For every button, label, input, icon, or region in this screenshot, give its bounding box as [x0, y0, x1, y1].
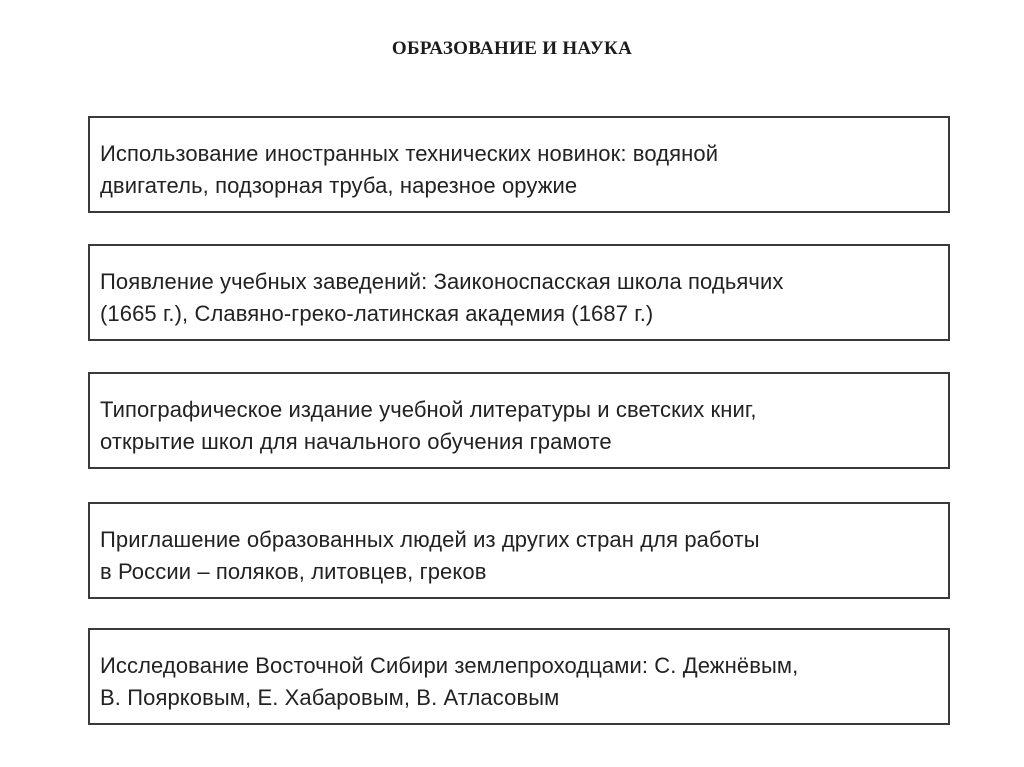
box-text-line: Использование иностранных технических новинок: водяной — [100, 141, 719, 166]
education-box-schools — [88, 244, 950, 341]
box-text-line: двигатель, подзорная труба, нарезное оружие — [100, 173, 578, 198]
box-text-line: Типографическое издание учебной литературы и светских книг, — [100, 397, 757, 422]
diagram-title: ОБРАЗОВАНИЕ И НАУКА — [391, 38, 633, 59]
box-text-line: в России – поляков, литовцев, греков — [100, 559, 487, 584]
box-text-line: (1665 г.), Славяно-греко-латинская академия (1687 г.) — [100, 301, 654, 326]
education-box-foreign-innovations — [88, 116, 950, 213]
box-text-line: В. Поярковым, Е. Хабаровым, В. Атласовым — [100, 685, 560, 710]
box-text-line: открытие школ для начального обучения грамоте — [100, 429, 612, 454]
education-box-siberia-exploration — [88, 628, 950, 725]
education-box-printing — [88, 372, 950, 469]
box-text-line: Приглашение образованных людей из других стран для работы — [100, 527, 760, 552]
box-text-line: Появление учебных заведений: Заиконоспасская школа подьячих — [100, 269, 784, 294]
box-text-line: Исследование Восточной Сибири землепроходцами: С. Дежнёвым, — [100, 653, 799, 678]
education-box-foreign-scholars — [88, 502, 950, 599]
